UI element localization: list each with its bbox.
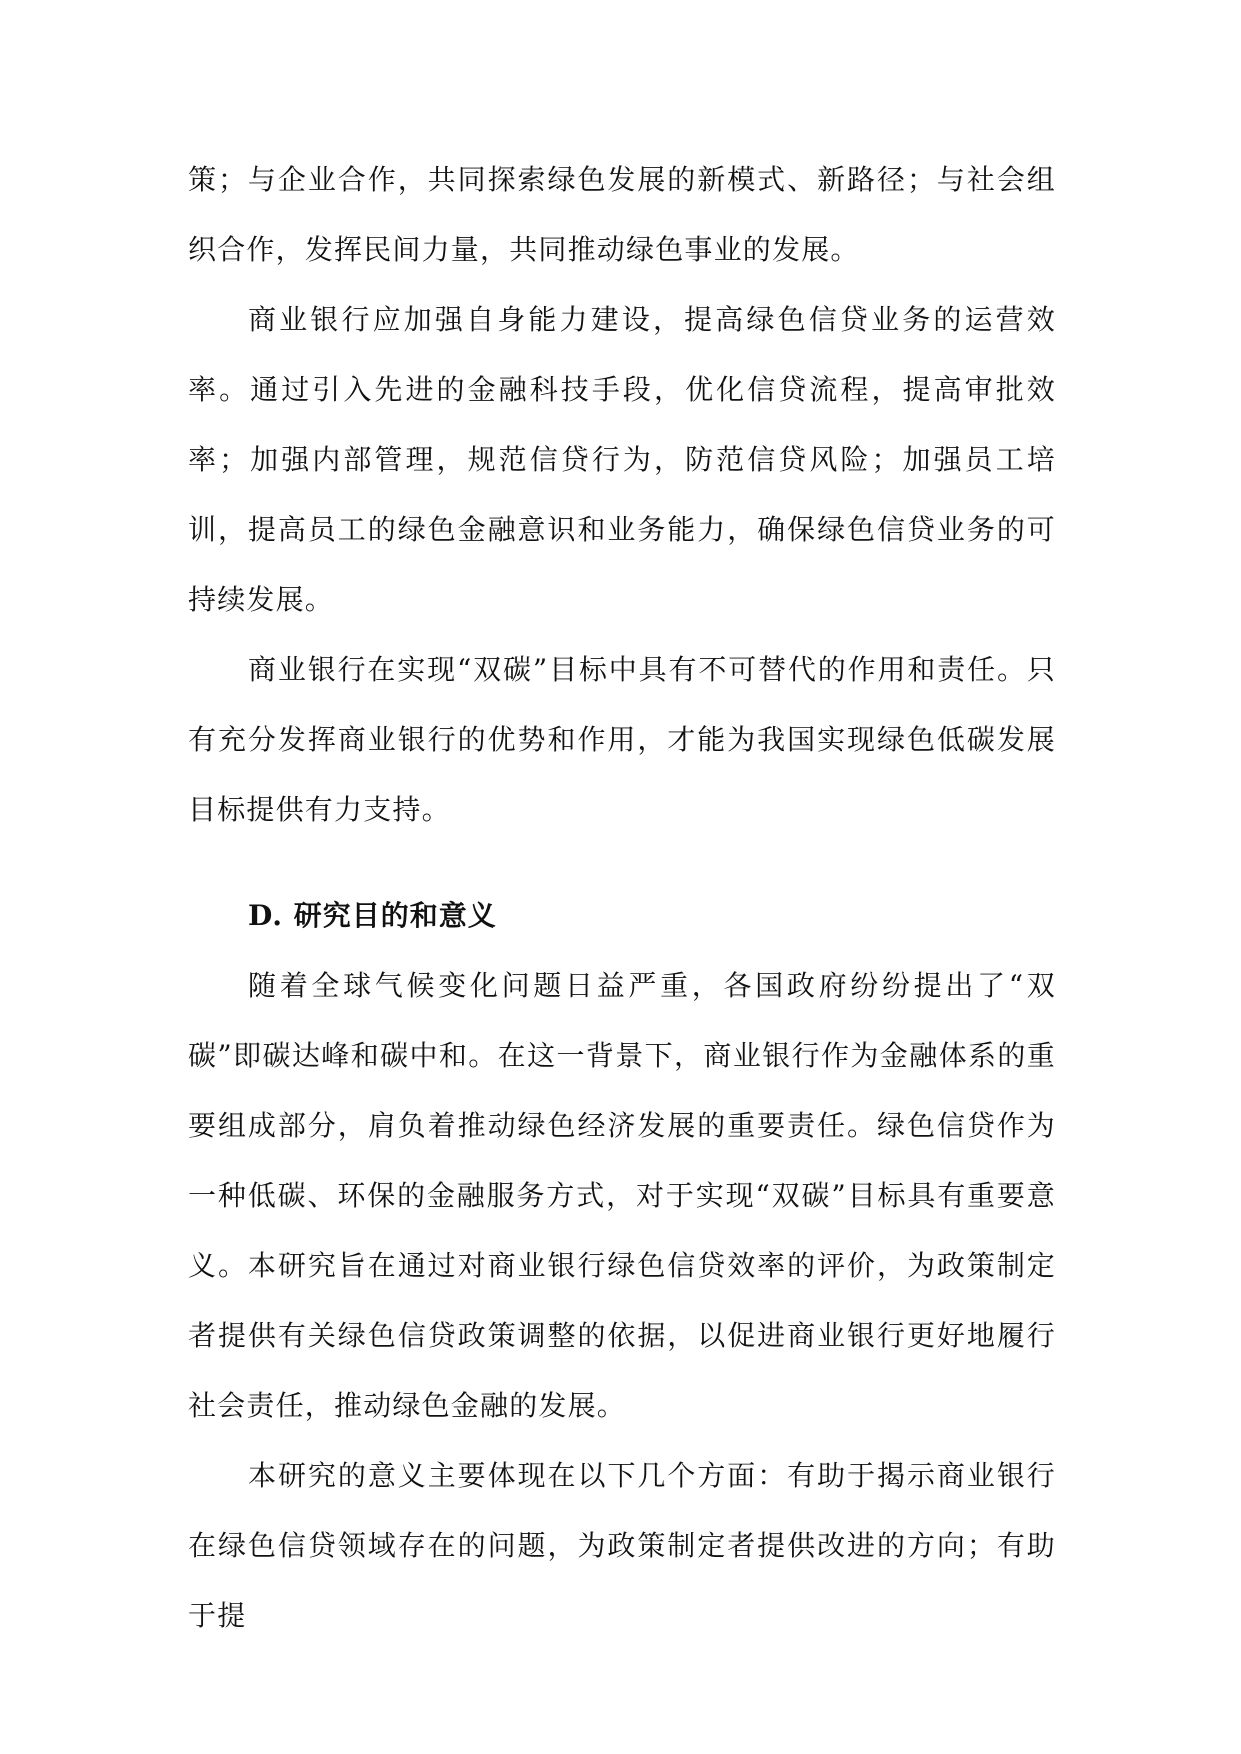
document-body <box>188 145 1056 1651</box>
section-heading: D. 研究目的和意义 <box>248 899 497 932</box>
paragraph-research-purpose: 随着全球气候变化问题日益严重，各国政府纷纷提出了“双碳”即碳达峰和碳中和。在这一背景下，商业银行作为金融体系的重要组成部分，肩负着推动绿色经济发展的重要责任。绿色信贷作为一种低碳、环保的金融服务方式，对于实现“双碳”目标具有重要意义。本研究旨在通过对商业银行绿色信贷效率的评价，为政策制定者提供有关绿色信贷政策调整的依据，以促进商业银行更好地履行社会责任，推动绿色金融的发展。 <box>188 969 1056 1422</box>
paragraph-research-significance: 本研究的意义主要体现在以下几个方面：有助于揭示商业银行在绿色信贷领域存在的问题，为政策制定者提供改进的方向；有助于提 <box>188 1459 1056 1632</box>
paragraph-capacity-building: 商业银行应加强自身能力建设，提高绿色信贷业务的运营效率。通过引入先进的金融科技手段，优化信贷流程，提高审批效率；加强内部管理，规范信贷行为，防范信贷风险；加强员工培训，提高员工的绿色金融意识和业务能力，确保绿色信贷业务的可持续发展。 <box>188 303 1056 616</box>
paragraph-continuation: 策；与企业合作，共同探索绿色发展的新模式、新路径；与社会组织合作，发挥民间力量，共同推动绿色事业的发展。 <box>188 163 1056 266</box>
paragraph-bank-role: 商业银行在实现“双碳”目标中具有不可替代的作用和责任。只有充分发挥商业银行的优势和作用，才能为我国实现绿色低碳发展目标提供有力支持。 <box>188 653 1056 826</box>
